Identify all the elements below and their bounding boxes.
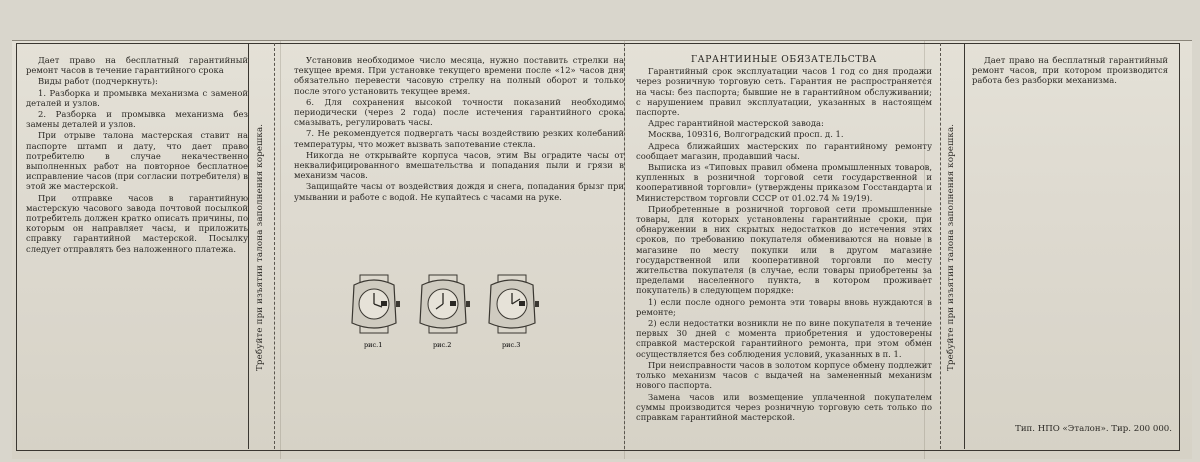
column-divider (248, 43, 249, 449)
warranty-obligations (636, 55, 932, 455)
section-heading: ГАРАНТИЙНЫЕ ОБЯЗАТЕЛЬСТВА (691, 55, 877, 65)
paragraph: Дает право на бесплатный гарантийный ремонт часов в течение гарантийного срока (26, 55, 248, 76)
paragraph: 6. Для сохранения высокой точности показаний необходимо периодически (через 2 года) после истечения гарантийного срока смазывать, регулировать часы. (294, 96, 624, 128)
paragraph: 2. Разборка и промывка механизма без замены деталей и узлов. (26, 109, 248, 130)
paragraph: При отрыве талона мастерская ставит на паспорте штамп и дату, что дает право потребителю в случае некачественно выполненных работ на повторное бесплатное исправление часов (при согласии потребителя) в этой же мастерской. (26, 130, 248, 192)
column-divider (964, 43, 965, 449)
cut-line (624, 43, 625, 449)
watch-figure-3 (489, 275, 539, 333)
paragraph: 1) если после одного ремонта эти товары вновь нуждаются в ремонте; (636, 296, 932, 317)
paragraph: Адрес гарантийной мастерской завода: (648, 118, 824, 129)
coupon-text-left (26, 55, 248, 355)
paragraph: Замена часов или возмещение уплаченной покупателем суммы производится через розничную торговую сеть только по справкам гарантийной мастерской. (636, 391, 932, 422)
paragraph: Выписка из «Типовых правил обмена промышленных товаров, купленных в розничной торговой сети государственной и кооперативной торговли» (утверждены приказом Госстандарта и Министерством торговли СССР от 01.02.74 № 19/19). (636, 162, 932, 203)
paragraph: Никогда не открывайте корпуса часов, этим Вы оградите часы от неквалифицированного вмешательства и попадания пыли и грязи в механизм часов. (294, 149, 624, 181)
paragraph: При неисправности часов в золотом корпусе обмену подлежит только механизм часов с выдачей на замененный механизм нового паспорта. (636, 359, 932, 391)
paragraph: Виды работ (подчеркнуть): (38, 76, 158, 87)
paragraph: 7. Не рекомендуется подвергать часы воздействию резких колебаний температуры, что может вызвать запотевание стекла. (294, 128, 624, 149)
stub-note-right: Требуйте при изъятии талона заполнения корешка. (946, 123, 956, 371)
print-info: Тип. НПО «Эталон». Тир. 200 000. (1015, 424, 1172, 434)
figure-caption: рис.3 (502, 341, 521, 349)
paragraph: Адреса ближайших мастерских по гарантийному ремонту сообщает магазин, продавший часы. (636, 140, 932, 161)
cut-line (940, 43, 941, 449)
paragraph: Дает право на бесплатный гарантийный ремонт часов, при котором производится работа без разборки механизма. (972, 55, 1168, 86)
paragraph: При отправке часов в гарантийную мастерскую часового завода почтовой посылкой потребитель должен кратко описать причины, по которым он направляет часы, и приложить справку гарантийной мастерской. Посылку следует отправлять без наложенного платежа. (26, 192, 248, 254)
paragraph: Защищайте часы от воздействия дождя и снега, попадания брызг при умывании и работе с водой. Не купайтесь с часами на руке. (294, 181, 624, 202)
paragraph: Установив необходимое число месяца, нужно поставить стрелки на текущее время. При установке текущего времени после «12» часов дня обязательно перевести часовую стрелку на полный оборот и только после этого установить текущее время. (294, 55, 624, 96)
stub-note-left: Требуйте при изъятии талона заполнения корешка. (255, 123, 265, 371)
paragraph: Москва, 109316, Волгоградский просп. д. 1. (648, 129, 844, 140)
coupon-text-right (972, 55, 1168, 135)
watch-figure-2 (420, 275, 470, 333)
cut-line (274, 43, 275, 449)
warranty-sheet (12, 40, 1192, 459)
watch-figures (342, 271, 542, 361)
watch-figure-1 (352, 275, 400, 333)
paragraph: Приобретенные в розничной торговой сети промышленные товары, для которых установлены гарантийные сроки, при обнаружении в них скрытых недостатков до истечения этих сроков, по требованию покупателя обмениваются на новые в магазине по месту покупки или в другом магазине государственной или кооперативной торговли по месту жительства покупателя (в случае, если товары приобретены за пределами населенного пункта, в котором проживает покупатель) в следующем порядке: (636, 203, 932, 296)
paragraph: 1. Разборка и промывка механизма с заменой деталей и узлов. (26, 87, 248, 108)
paragraph: Гарантийный срок эксплуатации часов 1 год со дня продажи через розничную торговую сеть. Гарантия не распространяется на часы: без паспорта; бывшие не в гарантийном обслуживании; с нарушением правил эксплуатации, указанных в настоящем паспорте. (636, 66, 932, 118)
figure-caption: рис.2 (433, 341, 452, 349)
figure-caption: рис.1 (364, 341, 383, 349)
paragraph: 2) если недостатки возникли не по вине покупателя в течение первых 30 дней с момента приобретения и удостоверены справкой мастерской гарантийного ремонта, при этом обмен осуществляется без соблюдения условий, указанных в п. 1. (636, 318, 932, 359)
